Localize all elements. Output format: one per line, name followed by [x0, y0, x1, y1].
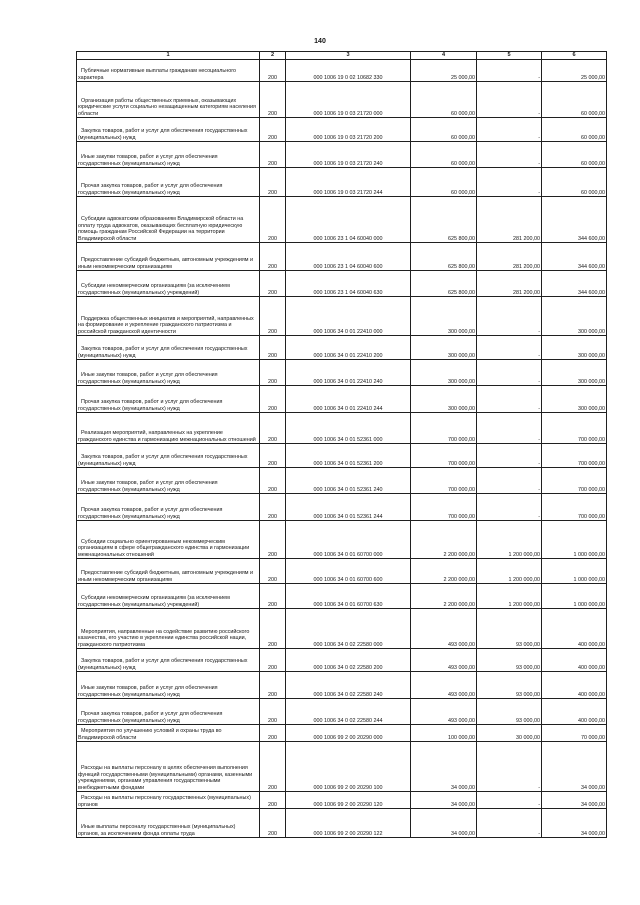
table-row [77, 584, 607, 609]
page-number: 140 [314, 38, 326, 45]
row-executed-amount: - [477, 360, 542, 386]
row-executed-amount: 93 000,00 [477, 672, 542, 699]
row-classification-code: 000 1006 34 0 02 22580 244 [286, 699, 411, 725]
row-approved-amount: 2 200 000,00 [411, 559, 477, 584]
row-line-code: 200 [260, 168, 286, 197]
row-approved-amount: 700 000,00 [411, 494, 477, 521]
column-header: 1 [77, 52, 260, 60]
row-description: Организация работы общественных приемных, оказывающих юридические услуги социально незащищенным категориям населения области [77, 82, 260, 118]
row-description: Закупка товаров, работ и услуг для обеспечения государственных (муниципальных) нужд [77, 444, 260, 468]
table-row [77, 142, 607, 168]
row-description: Прочая закупка товаров, работ и услуг для обеспечения государственных (муниципальных) нужд [77, 168, 260, 197]
row-line-code: 200 [260, 649, 286, 672]
row-description: Иные закупки товаров, работ и услуг для обеспечения государственных (муниципальных) нужд [77, 672, 260, 699]
row-line-code: 200 [260, 521, 286, 559]
row-approved-amount: 300 000,00 [411, 360, 477, 386]
table-row [77, 168, 607, 197]
row-executed-amount: - [477, 168, 542, 197]
row-approved-amount: 100 000,00 [411, 725, 477, 742]
column-header: 4 [411, 52, 477, 60]
row-unexecuted-amount: 400 000,00 [542, 609, 607, 649]
row-classification-code: 000 1006 34 0 01 22410 240 [286, 360, 411, 386]
column-header: 6 [542, 52, 607, 60]
row-classification-code: 000 1006 19 0 03 21720 000 [286, 82, 411, 118]
row-line-code: 200 [260, 60, 286, 82]
row-approved-amount: 700 000,00 [411, 444, 477, 468]
row-executed-amount: 93 000,00 [477, 699, 542, 725]
row-classification-code: 000 1006 34 0 01 52361 000 [286, 413, 411, 444]
row-unexecuted-amount: 1 000 000,00 [542, 584, 607, 609]
row-unexecuted-amount: 300 000,00 [542, 297, 607, 336]
row-unexecuted-amount: 60 000,00 [542, 82, 607, 118]
row-executed-amount: - [477, 60, 542, 82]
row-description: Реализация мероприятий, направленных на укрепление гражданского единства и гармонизацию межнациональных отношений [77, 413, 260, 444]
row-unexecuted-amount: 300 000,00 [542, 386, 607, 413]
row-unexecuted-amount: 400 000,00 [542, 672, 607, 699]
row-classification-code: 000 1006 34 0 01 22410 244 [286, 386, 411, 413]
table-row [77, 649, 607, 672]
row-description: Мероприятия по улучшению условий и охраны труда во Владимирской области [77, 725, 260, 742]
row-executed-amount: - [477, 142, 542, 168]
row-classification-code: 000 1006 34 0 02 22580 240 [286, 672, 411, 699]
row-description: Прочая закупка товаров, работ и услуг для обеспечения государственных (муниципальных) нужд [77, 494, 260, 521]
row-approved-amount: 700 000,00 [411, 468, 477, 494]
table-row [77, 494, 607, 521]
row-unexecuted-amount: 34 000,00 [542, 809, 607, 838]
row-description: Иные закупки товаров, работ и услуг для обеспечения государственных (муниципальных) нужд [77, 468, 260, 494]
row-classification-code: 000 1006 34 0 01 52361 244 [286, 494, 411, 521]
row-approved-amount: 300 000,00 [411, 336, 477, 360]
row-classification-code: 000 1006 99 2 00 20290 122 [286, 809, 411, 838]
row-line-code: 200 [260, 584, 286, 609]
row-unexecuted-amount: 700 000,00 [542, 494, 607, 521]
table-row [77, 792, 607, 809]
row-unexecuted-amount: 1 000 000,00 [542, 559, 607, 584]
row-line-code: 200 [260, 609, 286, 649]
row-executed-amount: - [477, 118, 542, 142]
row-description: Закупка товаров, работ и услуг для обеспечения государственных (муниципальных) нужд [77, 649, 260, 672]
table-row [77, 243, 607, 271]
row-unexecuted-amount: 344 600,00 [542, 197, 607, 243]
row-classification-code: 000 1006 23 1 04 60040 000 [286, 197, 411, 243]
table-row [77, 386, 607, 413]
row-approved-amount: 60 000,00 [411, 82, 477, 118]
row-approved-amount: 2 200 000,00 [411, 584, 477, 609]
row-approved-amount: 493 000,00 [411, 699, 477, 725]
row-line-code: 200 [260, 809, 286, 838]
row-description: Закупка товаров, работ и услуг для обеспечения государственных (муниципальных) нужд [77, 118, 260, 142]
row-approved-amount: 300 000,00 [411, 297, 477, 336]
row-approved-amount: 493 000,00 [411, 672, 477, 699]
row-description: Закупка товаров, работ и услуг для обеспечения государственных (муниципальных) нужд [77, 336, 260, 360]
row-classification-code: 000 1006 34 0 01 60700 630 [286, 584, 411, 609]
row-approved-amount: 60 000,00 [411, 118, 477, 142]
table-row [77, 742, 607, 792]
row-classification-code: 000 1006 34 0 02 22580 200 [286, 649, 411, 672]
row-approved-amount: 700 000,00 [411, 413, 477, 444]
row-executed-amount: 93 000,00 [477, 609, 542, 649]
row-executed-amount: - [477, 468, 542, 494]
row-unexecuted-amount: 344 600,00 [542, 243, 607, 271]
row-line-code: 200 [260, 197, 286, 243]
row-approved-amount: 60 000,00 [411, 142, 477, 168]
row-description: Субсидии некоммерческим организациям (за исключением государственных (муниципальных) учреждений) [77, 271, 260, 297]
row-classification-code: 000 1006 99 2 00 20290 000 [286, 725, 411, 742]
row-unexecuted-amount: 700 000,00 [542, 468, 607, 494]
row-description: Поддержка общественных инициатив и мероприятий, направленных на формирование и укрепление гражданского патриотизма и российской гражданской идентичности [77, 297, 260, 336]
table-row [77, 118, 607, 142]
row-unexecuted-amount: 700 000,00 [542, 444, 607, 468]
table-row [77, 197, 607, 243]
row-approved-amount: 625 800,00 [411, 243, 477, 271]
row-approved-amount: 625 800,00 [411, 271, 477, 297]
row-unexecuted-amount: 700 000,00 [542, 413, 607, 444]
row-executed-amount: 93 000,00 [477, 649, 542, 672]
row-approved-amount: 625 800,00 [411, 197, 477, 243]
row-executed-amount: - [477, 386, 542, 413]
row-classification-code: 000 1006 34 0 01 60700 000 [286, 521, 411, 559]
row-executed-amount: 1 200 000,00 [477, 521, 542, 559]
row-classification-code: 000 1006 99 2 00 20290 100 [286, 742, 411, 792]
row-executed-amount: 1 200 000,00 [477, 584, 542, 609]
row-line-code: 200 [260, 82, 286, 118]
row-description: Предоставление субсидий бюджетным, автономным учреждениям и иным некоммерческим организациям [77, 559, 260, 584]
row-line-code: 200 [260, 444, 286, 468]
row-line-code: 200 [260, 699, 286, 725]
row-line-code: 200 [260, 494, 286, 521]
table-row [77, 413, 607, 444]
row-executed-amount: - [477, 413, 542, 444]
table-row [77, 336, 607, 360]
row-classification-code: 000 1006 99 2 00 20290 120 [286, 792, 411, 809]
row-line-code: 200 [260, 360, 286, 386]
row-executed-amount: - [477, 297, 542, 336]
row-description: Расходы на выплаты персоналу государственных (муниципальных) органов [77, 792, 260, 809]
table-row [77, 521, 607, 559]
row-executed-amount: - [477, 444, 542, 468]
row-line-code: 200 [260, 336, 286, 360]
table-row [77, 360, 607, 386]
row-description: Иные выплаты персоналу государственных (муниципальных) органов, за исключением фонда оплаты труда [77, 809, 260, 838]
row-approved-amount: 493 000,00 [411, 609, 477, 649]
row-unexecuted-amount: 34 000,00 [542, 742, 607, 792]
row-description: Иные закупки товаров, работ и услуг для обеспечения государственных (муниципальных) нужд [77, 360, 260, 386]
row-line-code: 200 [260, 386, 286, 413]
row-line-code: 200 [260, 271, 286, 297]
row-line-code: 200 [260, 725, 286, 742]
row-executed-amount: 281 200,00 [477, 197, 542, 243]
table-row [77, 672, 607, 699]
row-line-code: 200 [260, 792, 286, 809]
table-header-row [77, 52, 607, 60]
row-approved-amount: 34 000,00 [411, 742, 477, 792]
row-classification-code: 000 1006 19 0 02 10682 330 [286, 60, 411, 82]
row-description: Расходы на выплаты персоналу в целях обеспечения выполнения функций государственными (муниципальными) органами, казенными учреждениями, органами управления государственными внебюджетными фондами [77, 742, 260, 792]
row-classification-code: 000 1006 34 0 01 22410 000 [286, 297, 411, 336]
table-row [77, 609, 607, 649]
row-classification-code: 000 1006 34 0 01 52361 200 [286, 444, 411, 468]
row-line-code: 200 [260, 413, 286, 444]
row-approved-amount: 2 200 000,00 [411, 521, 477, 559]
table-row [77, 725, 607, 742]
row-classification-code: 000 1006 34 0 01 22410 200 [286, 336, 411, 360]
row-unexecuted-amount: 60 000,00 [542, 168, 607, 197]
row-classification-code: 000 1006 34 0 02 22580 000 [286, 609, 411, 649]
row-unexecuted-amount: 400 000,00 [542, 699, 607, 725]
column-header: 2 [260, 52, 286, 60]
row-classification-code: 000 1006 19 0 03 21720 200 [286, 118, 411, 142]
row-executed-amount: - [477, 742, 542, 792]
row-line-code: 200 [260, 742, 286, 792]
row-approved-amount: 493 000,00 [411, 649, 477, 672]
row-unexecuted-amount: 60 000,00 [542, 142, 607, 168]
row-unexecuted-amount: 25 000,00 [542, 60, 607, 82]
table-row [77, 271, 607, 297]
table-row [77, 297, 607, 336]
row-classification-code: 000 1006 23 1 04 60040 630 [286, 271, 411, 297]
row-unexecuted-amount: 344 600,00 [542, 271, 607, 297]
row-executed-amount: - [477, 494, 542, 521]
row-executed-amount: - [477, 336, 542, 360]
row-description: Мероприятия, направленные на содействие развитию российского казачества, его участию в укреплении единства российской нации, гражданского патриотизма [77, 609, 260, 649]
row-executed-amount: - [477, 809, 542, 838]
row-line-code: 200 [260, 559, 286, 584]
table-body [77, 60, 607, 838]
row-approved-amount: 60 000,00 [411, 168, 477, 197]
row-classification-code: 000 1006 34 0 01 60700 600 [286, 559, 411, 584]
row-classification-code: 000 1006 23 1 04 60040 600 [286, 243, 411, 271]
budget-table [76, 51, 607, 838]
row-unexecuted-amount: 34 000,00 [542, 792, 607, 809]
row-line-code: 200 [260, 672, 286, 699]
table-row [77, 82, 607, 118]
table-row [77, 444, 607, 468]
table-row [77, 559, 607, 584]
row-description: Субсидии социально ориентированным некоммерческим организациям в сфере общегражданского единства и гармонизации межнациональных отношений [77, 521, 260, 559]
row-unexecuted-amount: 1 000 000,00 [542, 521, 607, 559]
row-executed-amount: - [477, 792, 542, 809]
row-unexecuted-amount: 70 000,00 [542, 725, 607, 742]
row-line-code: 200 [260, 297, 286, 336]
row-description: Публичные нормативные выплаты гражданам несоциального характера [77, 60, 260, 82]
row-executed-amount: 30 000,00 [477, 725, 542, 742]
row-unexecuted-amount: 400 000,00 [542, 649, 607, 672]
row-classification-code: 000 1006 34 0 01 52361 240 [286, 468, 411, 494]
row-unexecuted-amount: 300 000,00 [542, 360, 607, 386]
row-description: Иные закупки товаров, работ и услуг для обеспечения государственных (муниципальных) нужд [77, 142, 260, 168]
row-description: Прочая закупка товаров, работ и услуг для обеспечения государственных (муниципальных) нужд [77, 699, 260, 725]
row-approved-amount: 34 000,00 [411, 792, 477, 809]
table-row [77, 60, 607, 82]
table-row [77, 809, 607, 838]
row-unexecuted-amount: 60 000,00 [542, 118, 607, 142]
row-classification-code: 000 1006 19 0 03 21720 244 [286, 168, 411, 197]
row-executed-amount: - [477, 82, 542, 118]
row-approved-amount: 25 000,00 [411, 60, 477, 82]
row-executed-amount: 281 200,00 [477, 271, 542, 297]
row-classification-code: 000 1006 19 0 03 21720 240 [286, 142, 411, 168]
row-line-code: 200 [260, 243, 286, 271]
row-description: Предоставление субсидий бюджетным, автономным учреждениям и иным некоммерческим организациям [77, 243, 260, 271]
row-description: Субсидии адвокатским образованиям Владимирской области на оплату труда адвокатов, оказывающих бесплатную юридическую помощь гражданам Российской Федерации на территории Владимирской области [77, 197, 260, 243]
row-line-code: 200 [260, 142, 286, 168]
row-executed-amount: 1 200 000,00 [477, 559, 542, 584]
row-line-code: 200 [260, 468, 286, 494]
table-row [77, 468, 607, 494]
column-header: 3 [286, 52, 411, 60]
row-description: Субсидии некоммерческим организациям (за исключением государственных (муниципальных) учреждений) [77, 584, 260, 609]
row-line-code: 200 [260, 118, 286, 142]
row-approved-amount: 300 000,00 [411, 386, 477, 413]
table-row [77, 699, 607, 725]
row-approved-amount: 34 000,00 [411, 809, 477, 838]
row-description: Прочая закупка товаров, работ и услуг для обеспечения государственных (муниципальных) нужд [77, 386, 260, 413]
column-header: 5 [477, 52, 542, 60]
row-unexecuted-amount: 300 000,00 [542, 336, 607, 360]
row-executed-amount: 281 200,00 [477, 243, 542, 271]
